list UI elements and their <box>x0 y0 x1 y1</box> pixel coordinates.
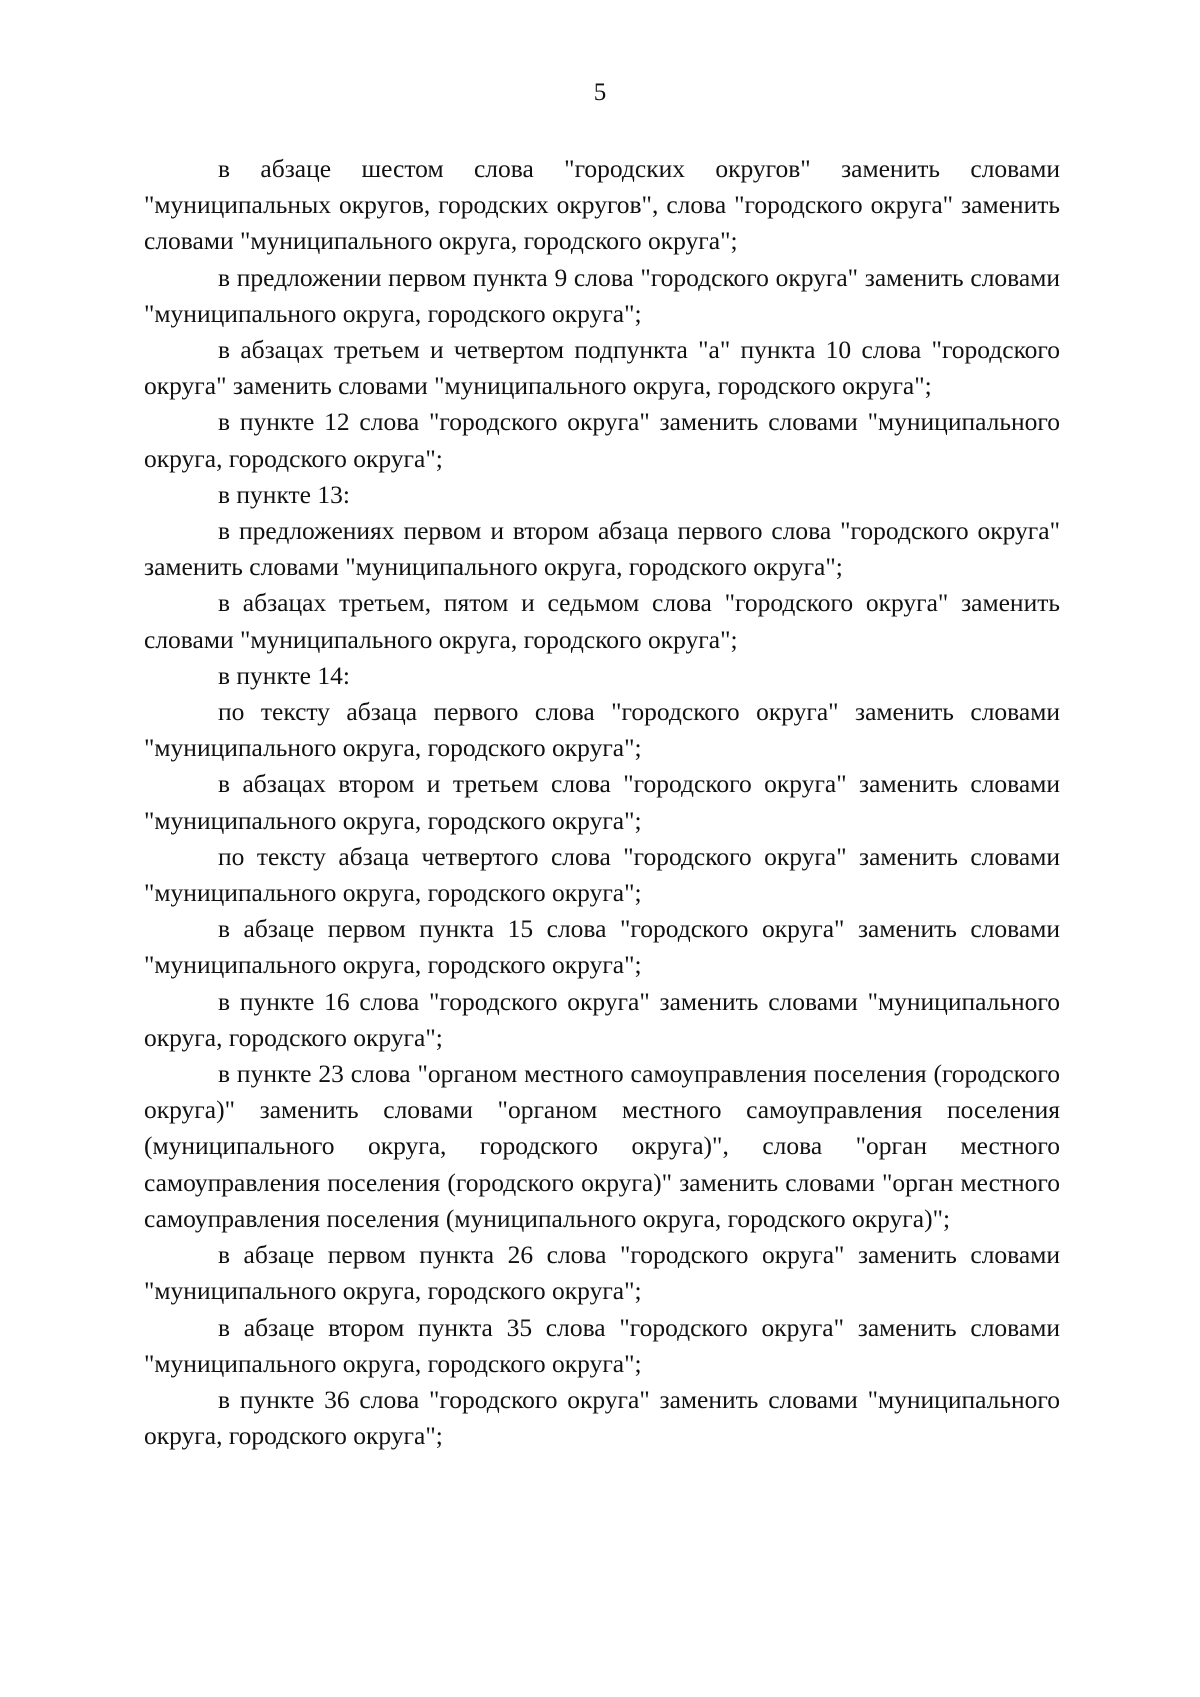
paragraph: в предложении первом пункта 9 слова "городского округа" заменить словами "муниципального округа, городского округа"; <box>144 262 1060 328</box>
paragraph: по тексту абзаца четвертого слова "городского округа" заменить словами "муниципального округа, городского округа"; <box>144 841 1060 908</box>
paragraph: по тексту абзаца первого слова "городского округа" заменить словами "муниципального округа, городского округа"; <box>144 697 1060 763</box>
paragraph: в абзацах третьем и четвертом подпункта "а" пункта 10 слова "городского округа" заменить словами "муниципального округа, городского округа"; <box>144 335 1060 401</box>
paragraph: в абзацах втором и третьем слова "городского округа" заменить словами "муниципального округа, городского округа"; <box>144 769 1060 835</box>
paragraph: в предложениях первом и втором абзаца первого слова "городского округа" заменить словами "муниципального округа, городского округа"; <box>144 516 1060 582</box>
paragraph: в абзаце шестом слова "городских округов" заменить словами "муниципальных округов, городских округов", слова "городского округа" заменить словами "муниципального округа, городского округа"; <box>144 154 1060 256</box>
paragraph: в пункте 16 слова "городского округа" заменить словами "муниципального округа, городского округа"; <box>144 986 1060 1052</box>
paragraph: в пункте 14: <box>218 660 350 690</box>
paragraph: в абзаце втором пункта 35 слова "городского округа" заменить словами "муниципального округа, городского округа"; <box>144 1312 1060 1378</box>
paragraph: в пункте 36 слова "городского округа" заменить словами "муниципального округа, городского округа"; <box>144 1384 1060 1451</box>
paragraph: в пункте 12 слова "городского округа" заменить словами "муниципального округа, городского округа"; <box>144 407 1060 473</box>
paragraph: в абзаце первом пункта 15 слова "городского округа" заменить словами "муниципального округа, городского округа"; <box>144 914 1060 980</box>
document-body <box>144 151 1060 1454</box>
paragraph: в абзацах третьем, пятом и седьмом слова "городского округа" заменить словами "муниципального округа, городского округа"; <box>144 588 1060 654</box>
paragraph: в пункте 23 слова "органом местного самоуправления поселения (городского округа)" заменить словами "органом местного самоуправления поселения (муниципального округа, городского округа)", слова "орган местного самоуправления поселения (городского округа)" заменить словами "орган местного самоуправления поселения (муниципального округа, городского округа)"; <box>144 1059 1060 1233</box>
page-number: 5 <box>593 79 607 106</box>
paragraph: в пункте 13: <box>218 479 350 509</box>
paragraph: в абзаце первом пункта 26 слова "городского округа" заменить словами "муниципального округа, городского округа"; <box>144 1240 1060 1306</box>
